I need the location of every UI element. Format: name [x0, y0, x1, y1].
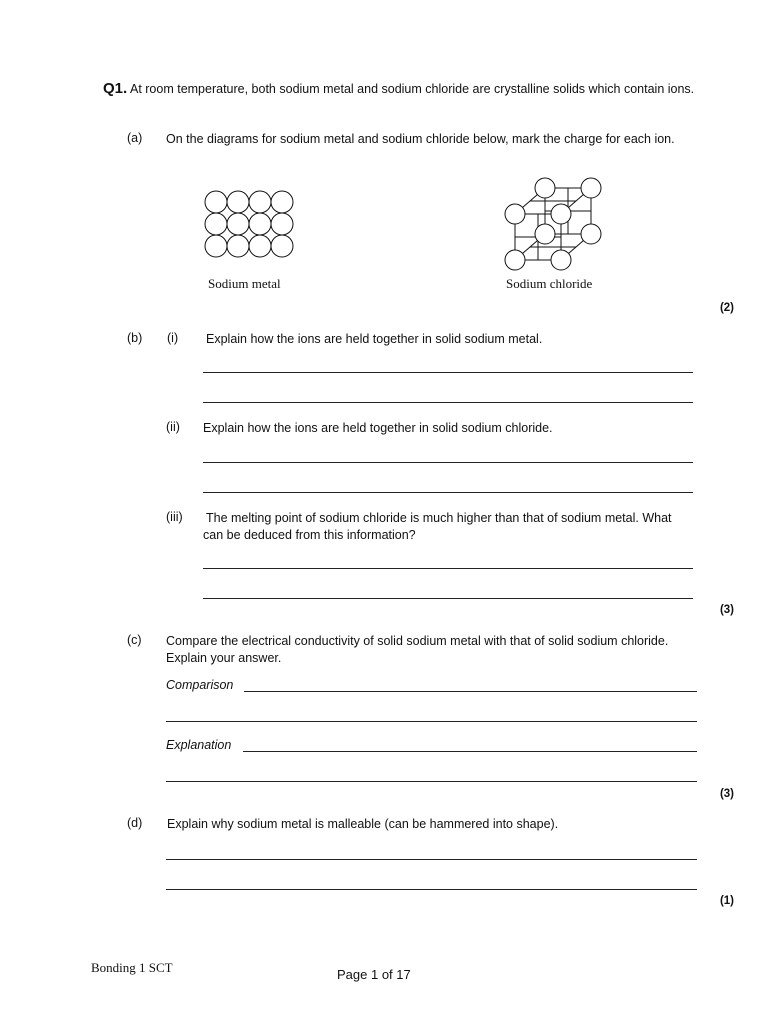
part-b-label: (b)	[127, 331, 143, 345]
part-c-marks: (3)	[719, 788, 734, 800]
ion-circle	[535, 178, 555, 198]
answer-line[interactable]	[203, 372, 693, 373]
part-b-iii-label: (iii)	[166, 510, 183, 524]
sodium-chloride-diagram	[500, 172, 615, 277]
ion-circle	[581, 178, 601, 198]
comparison-answer-line[interactable]	[244, 691, 697, 692]
answer-line[interactable]	[203, 492, 693, 493]
part-d-text: Explain why sodium metal is malleable (can be hammered into shape).	[167, 817, 559, 831]
metal-ion-circle	[205, 191, 227, 213]
metal-ion-circle	[205, 235, 227, 257]
part-c-text: Compare the electrical conductivity of solid sodium metal with that of solid sodium chloride. Explain your answer.	[166, 634, 669, 665]
part-c-label: (c)	[127, 633, 142, 647]
sodium-metal-diagram	[200, 188, 300, 258]
page-number: Page 1 of 17	[337, 967, 411, 982]
part-b-ii-label: (ii)	[166, 420, 180, 434]
answer-line[interactable]	[203, 402, 693, 403]
answer-line[interactable]	[166, 721, 697, 722]
explanation-answer-line[interactable]	[243, 751, 697, 752]
comparison-label: Comparison	[166, 678, 234, 692]
part-b-iii-text: The melting point of sodium chloride is much higher than that of sodium metal. What can be deduced from this information?	[203, 511, 672, 542]
part-b-i-label: (i)	[167, 331, 179, 345]
answer-line[interactable]	[203, 462, 693, 463]
ion-circle	[505, 204, 525, 224]
metal-ion-circle	[227, 235, 249, 257]
metal-ion-circle	[227, 213, 249, 235]
footer-left: Bonding 1 SCT	[91, 960, 173, 975]
ion-circle	[505, 250, 525, 270]
metal-ion-circle	[227, 191, 249, 213]
ion-circle	[581, 224, 601, 244]
metal-ion-circle	[271, 235, 293, 257]
part-b-marks: (3)	[719, 604, 734, 616]
question-intro	[103, 80, 703, 98]
part-a-marks: (2)	[719, 302, 734, 314]
part-d-label: (d)	[127, 816, 143, 830]
part-d-marks: (1)	[719, 895, 734, 907]
metal-ion-circle	[249, 191, 271, 213]
metal-ion-circle	[249, 235, 271, 257]
ion-circle	[551, 204, 571, 224]
ion-circle	[535, 224, 555, 244]
metal-ion-circle	[249, 213, 271, 235]
part-b-i-text: Explain how the ions are held together in solid sodium metal.	[206, 332, 543, 346]
metal-ion-circle	[205, 213, 227, 235]
ion-circle	[551, 250, 571, 270]
answer-line[interactable]	[166, 889, 697, 890]
part-a-label: (a)	[127, 131, 143, 145]
explanation-label: Explanation	[166, 738, 232, 752]
answer-line[interactable]	[203, 598, 693, 599]
answer-line[interactable]	[166, 859, 697, 860]
answer-line[interactable]	[166, 781, 697, 782]
answer-line[interactable]	[203, 568, 693, 569]
metal-ion-circle	[271, 191, 293, 213]
sodium-chloride-caption: Sodium chloride	[506, 276, 593, 291]
part-a-text: On the diagrams for sodium metal and sodium chloride below, mark the charge for each ion.	[166, 132, 675, 146]
metal-ion-circle	[271, 213, 293, 235]
question-number: Q1.	[103, 80, 128, 97]
part-b-ii-text: Explain how the ions are held together in solid sodium chloride.	[203, 421, 553, 435]
question-intro-text: At room temperature, both sodium metal and sodium chloride are crystalline solids which contain ions.	[129, 82, 695, 96]
sodium-metal-caption: Sodium metal	[208, 276, 281, 291]
